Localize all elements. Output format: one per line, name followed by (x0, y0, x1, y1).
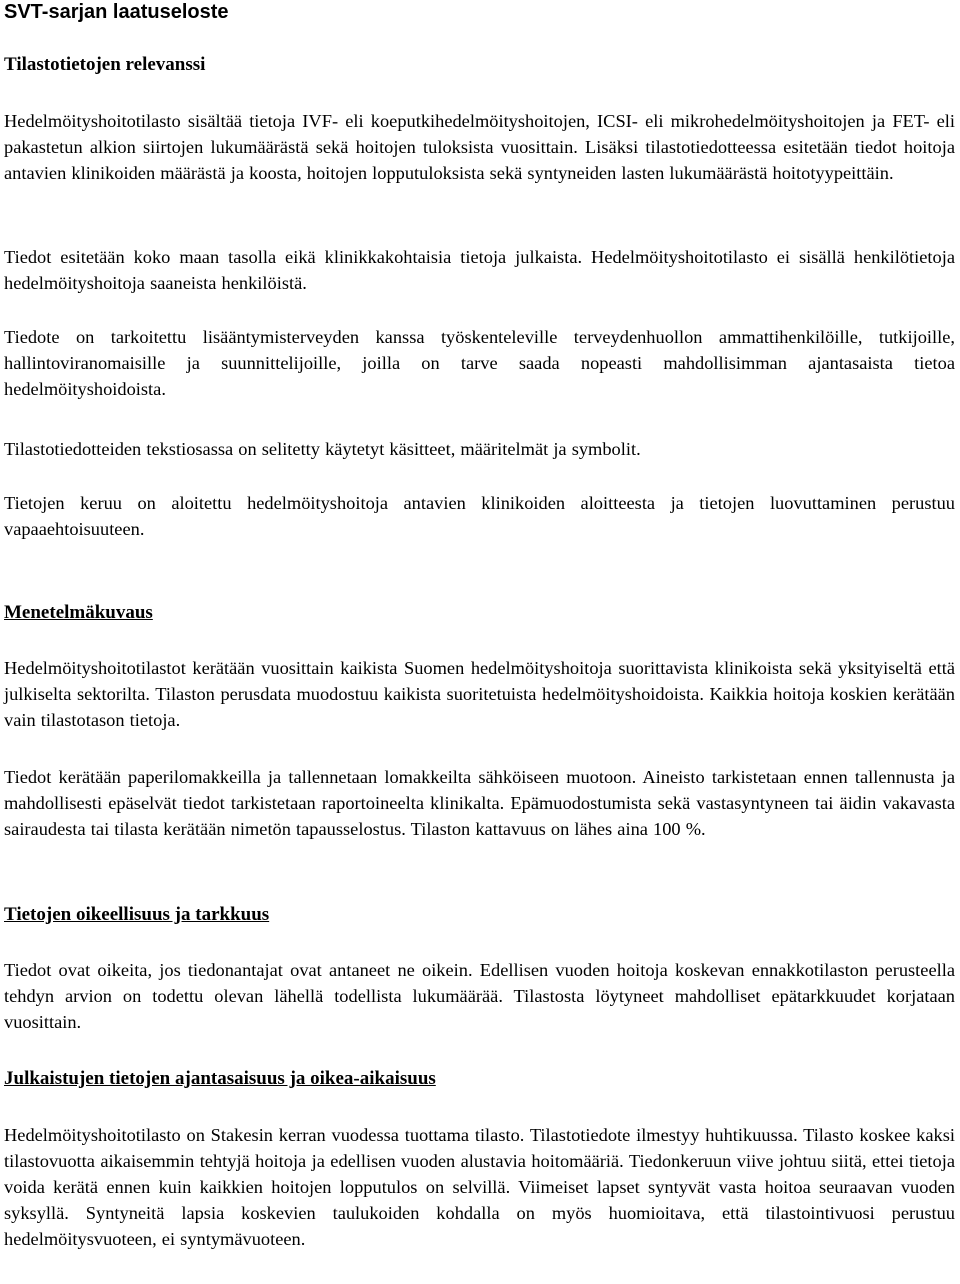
document-title: SVT-sarjan laatuseloste (4, 1, 229, 23)
paragraph: Hedelmöityshoitotilastot kerätään vuosittain kaikista Suomen hedelmöityshoitoja suorittavista klinikoista sekä yksityiseltä että julkiselta sektorilta. Tilaston perusdata muodostuu kaikista suoritetuista hedelmöityshoidoista. Kaikkia hoitoja koskien kerätään vain tilastotason tietoja. (4, 658, 955, 730)
section-heading-accuracy: Tietojen oikeellisuus ja tarkkuus (4, 904, 270, 925)
section-heading-method: Menetelmäkuvaus (4, 602, 153, 623)
paragraph: Tiedot kerätään paperilomakkeilla ja tallennetaan lomakkeilta sähköiseen muotoon. Aineisto tarkistetaan ennen tallennusta ja mahdollisesti epäselvät tiedot tarkistetaan raportoineelta klinikalta. Epämuodostumista sekä vastasyntyneen tai äidin vakavasta sairaudesta tai tilasta kerätään nimetön tapausselostus. Tilaston kattavuus on lähes aina 100 %. (4, 767, 955, 839)
paragraph: Tiedote on tarkoitettu lisääntymisterveyden kanssa työskenteleville terveydenhuollon ammattihenkilöille, tutkijoille, hallintoviranomaisille ja suunnittelijoille, joilla on tarve saada nopeasti mahdollisimman ajantasaista tietoa hedelmöityshoidoista. (4, 327, 955, 399)
paragraph: Hedelmöityshoitotilasto on Stakesin kerran vuodessa tuottama tilasto. Tilastotiedote ilmestyy huhtikuussa. Tilasto koskee kaksi tilastovuotta aikaisemmin tehtyjä hoitoja ja edellisen vuoden alustavia hoitomääriä. Tiedonkeruun viive johtuu siitä, ettei tietoja voida kerätä ennen kuin kaikkien hoitojen lopputulos on selvillä. Viimeiset lapset syntyvät vasta hoitoa seuraavan vuoden syksyllä. Syntyneitä lapsia koskevien taulukoiden kohdalla on myös huomioitava, että tilastointivuosi perustuu hedelmöitysvuoteen, ei syntymävuoteen. (4, 1125, 955, 1249)
paragraph: Tietojen keruu on aloitettu hedelmöityshoitoja antavien klinikoiden aloitteesta ja tietojen luovuttaminen perustuu vapaaehtoisuuteen. (4, 493, 955, 539)
section-heading-timeliness: Julkaistujen tietojen ajantasaisuus ja oikea-aikaisuus (4, 1068, 436, 1089)
paragraph: Hedelmöityshoitotilasto sisältää tietoja IVF- eli koeputkihedelmöityshoitojen, ICSI- eli mikrohedelmöityshoitojen ja FET- eli pakastetun alkion siirtojen lukumäärästä sekä hoitojen tuloksista vuosittain. Lisäksi tilastotiedotteessa esitetään tiedot hoitoja antavien klinikoiden määrästä ja koosta, hoitojen lopputuloksista sekä syntyneiden lasten lukumäärästä hoitotyypeittäin. (4, 111, 955, 183)
paragraph: Tiedot ovat oikeita, jos tiedonantajat ovat antaneet ne oikein. Edellisen vuoden hoitoja koskevan ennakkotilaston perusteella tehdyn arvion on todettu olevan lähellä todellista lukumäärää. Tilastosta löytyneet mahdolliset epätarkkuudet korjataan vuosittain. (4, 960, 955, 1032)
paragraph: Tiedot esitetään koko maan tasolla eikä klinikkakohtaisia tietoja julkaista. Hedelmöityshoitotilasto ei sisällä henkilötietoja hedelmöityshoitoja saaneista henkilöistä. (4, 247, 955, 293)
section-heading-relevance: Tilastotietojen relevanssi (4, 54, 206, 75)
paragraph: Tilastotiedotteiden tekstiosassa on selitetty käytetyt käsitteet, määritelmät ja symbolit. (4, 439, 641, 459)
